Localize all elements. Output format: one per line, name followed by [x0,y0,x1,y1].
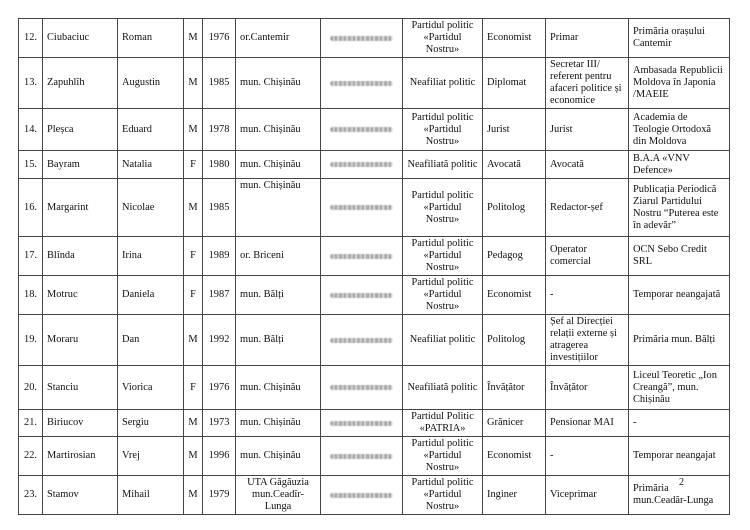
sex: M [184,437,203,476]
birth-year: 1980 [203,151,236,179]
profession: Economist [483,437,546,476]
table-row [19,410,730,437]
first-name: Augustin [118,58,184,109]
first-name: Irina [118,237,184,276]
redacted-field [321,58,403,109]
redacted-field [321,109,403,151]
profession: Diplomat [483,58,546,109]
sex: F [184,151,203,179]
profession: Politolog [483,179,546,237]
redacted-field [321,437,403,476]
position: Operator comercial [546,237,629,276]
political-affiliation: Partidul politic «Partidul Nostru» [403,476,483,515]
locality: mun. Chișinău [236,109,321,151]
row-number: 13. [19,58,43,109]
table-row [19,151,730,179]
first-name: Roman [118,19,184,58]
political-affiliation: Partidul politic «Partidul Nostru» [403,179,483,237]
workplace: Primăria orașului Cantemir [629,19,730,58]
locality: mun. Chișinău [236,437,321,476]
birth-year: 1985 [203,58,236,109]
sex: M [184,179,203,237]
table-row [19,366,730,410]
table-row [19,276,730,315]
page-number: 2 [679,477,684,488]
first-name: Eduard [118,109,184,151]
workplace: Liceul Teoretic „Ion Creangă”, mun. Chișinău [629,366,730,410]
position: Secretar III/ referent pentru afaceri politice și economice [546,58,629,109]
first-name: Sergiu [118,410,184,437]
workplace: Primăria mun.Ceadăr-Lunga [629,476,730,515]
position: Redactor-șef [546,179,629,237]
candidates-table [18,18,730,515]
row-number: 23. [19,476,43,515]
position: - [546,437,629,476]
last-name: Ciubaciuc [43,19,118,58]
sex: M [184,476,203,515]
profession: Grănicer [483,410,546,437]
redaction-blur [330,162,393,167]
birth-year: 1976 [203,366,236,410]
last-name: Motruc [43,276,118,315]
sex: M [184,109,203,151]
first-name: Vrej [118,437,184,476]
redaction-blur [330,36,393,41]
locality: or.Cantemir [236,19,321,58]
workplace: Temporar neangajat [629,437,730,476]
row-number: 14. [19,109,43,151]
last-name: Bayram [43,151,118,179]
last-name: Biriucov [43,410,118,437]
profession: Jurist [483,109,546,151]
row-number: 18. [19,276,43,315]
workplace: Primăria mun. Bălți [629,315,730,366]
position: Viceprimar [546,476,629,515]
row-number: 17. [19,237,43,276]
political-affiliation: Neafiliat politic [403,58,483,109]
sex: M [184,58,203,109]
redaction-blur [330,338,393,343]
position: Primar [546,19,629,58]
workplace: Academia de Teologie Ortodoxă din Moldova [629,109,730,151]
political-affiliation: Partidul politic «Partidul Nostru» [403,19,483,58]
table-row [19,179,730,237]
profession: Economist [483,19,546,58]
position: Șef al Direcției relații externe și atragerea investițiilor [546,315,629,366]
row-number: 21. [19,410,43,437]
row-number: 19. [19,315,43,366]
locality: mun. Chișinău [236,151,321,179]
sex: F [184,237,203,276]
birth-year: 1987 [203,276,236,315]
locality: mun. Chișinău [236,58,321,109]
redacted-field [321,237,403,276]
locality: mun. Bălți [236,276,321,315]
profession: Inginer [483,476,546,515]
position: - [546,276,629,315]
row-number: 16. [19,179,43,237]
profession: Avocată [483,151,546,179]
locality: UTA Găgăuzia mun.Ceadîr-Lunga [236,476,321,515]
workplace: B.A.A «VNV Defence» [629,151,730,179]
last-name: Margarint [43,179,118,237]
birth-year: 1996 [203,437,236,476]
redaction-blur [330,254,393,259]
position: Învățător [546,366,629,410]
last-name: Stamov [43,476,118,515]
redaction-blur [330,81,393,86]
row-number: 15. [19,151,43,179]
last-name: Moraru [43,315,118,366]
birth-year: 1985 [203,179,236,237]
workplace: Ambasada Republicii Moldova în Japonia /MAEIE [629,58,730,109]
table-row [19,437,730,476]
table-row [19,476,730,515]
last-name: Zapuhlîh [43,58,118,109]
first-name: Mihail [118,476,184,515]
locality: mun. Bălți [236,315,321,366]
political-affiliation: Partidul Politic «PATRIA» [403,410,483,437]
last-name: Blînda [43,237,118,276]
first-name: Natalia [118,151,184,179]
birth-year: 1992 [203,315,236,366]
first-name: Dan [118,315,184,366]
row-number: 12. [19,19,43,58]
sex: M [184,315,203,366]
locality: mun. Chișinău [236,366,321,410]
last-name: Stanciu [43,366,118,410]
redacted-field [321,410,403,437]
redacted-field [321,315,403,366]
locality: mun. Chișinău [236,410,321,437]
workplace: Temporar neangajată [629,276,730,315]
last-name: Pleșca [43,109,118,151]
redacted-field [321,476,403,515]
redacted-field [321,179,403,237]
position: Jurist [546,109,629,151]
birth-year: 1979 [203,476,236,515]
sex: F [184,276,203,315]
birth-year: 1989 [203,237,236,276]
political-affiliation: Neafiliată politic [403,366,483,410]
sex: F [184,366,203,410]
first-name: Daniela [118,276,184,315]
profession: Economist [483,276,546,315]
redaction-blur [330,493,393,498]
redacted-field [321,276,403,315]
redacted-field [321,19,403,58]
redaction-blur [330,454,393,459]
redacted-field [321,366,403,410]
workplace: - [629,410,730,437]
profession: Politolog [483,315,546,366]
first-name: Nicolae [118,179,184,237]
redaction-blur [330,421,393,426]
political-affiliation: Partidul politic «Partidul Nostru» [403,237,483,276]
sex: M [184,410,203,437]
locality: mun. Chișinău [236,179,321,237]
table-row [19,109,730,151]
position: Avocată [546,151,629,179]
table-row [19,315,730,366]
political-affiliation: Partidul politic «Partidul Nostru» [403,437,483,476]
redaction-blur [330,293,393,298]
redacted-field [321,151,403,179]
profession: Învățător [483,366,546,410]
table-row [19,19,730,58]
political-affiliation: Neafiliat politic [403,315,483,366]
first-name: Viorica [118,366,184,410]
last-name: Martirosian [43,437,118,476]
birth-year: 1973 [203,410,236,437]
workplace: OCN Sebo Credit SRL [629,237,730,276]
redaction-blur [330,385,393,390]
table-row [19,237,730,276]
workplace: Publicația Periodică Ziarul Partidului Nostru “Puterea este în adevăr” [629,179,730,237]
table-row [19,58,730,109]
political-affiliation: Neafiliată politic [403,151,483,179]
locality: or. Briceni [236,237,321,276]
redaction-blur [330,127,393,132]
political-affiliation: Partidul politic «Partidul Nostru» [403,109,483,151]
sex: M [184,19,203,58]
row-number: 22. [19,437,43,476]
birth-year: 1978 [203,109,236,151]
redaction-blur [330,205,393,210]
profession: Pedagog [483,237,546,276]
birth-year: 1976 [203,19,236,58]
row-number: 20. [19,366,43,410]
position: Pensionar MAI [546,410,629,437]
political-affiliation: Partidul politic «Partidul Nostru» [403,276,483,315]
